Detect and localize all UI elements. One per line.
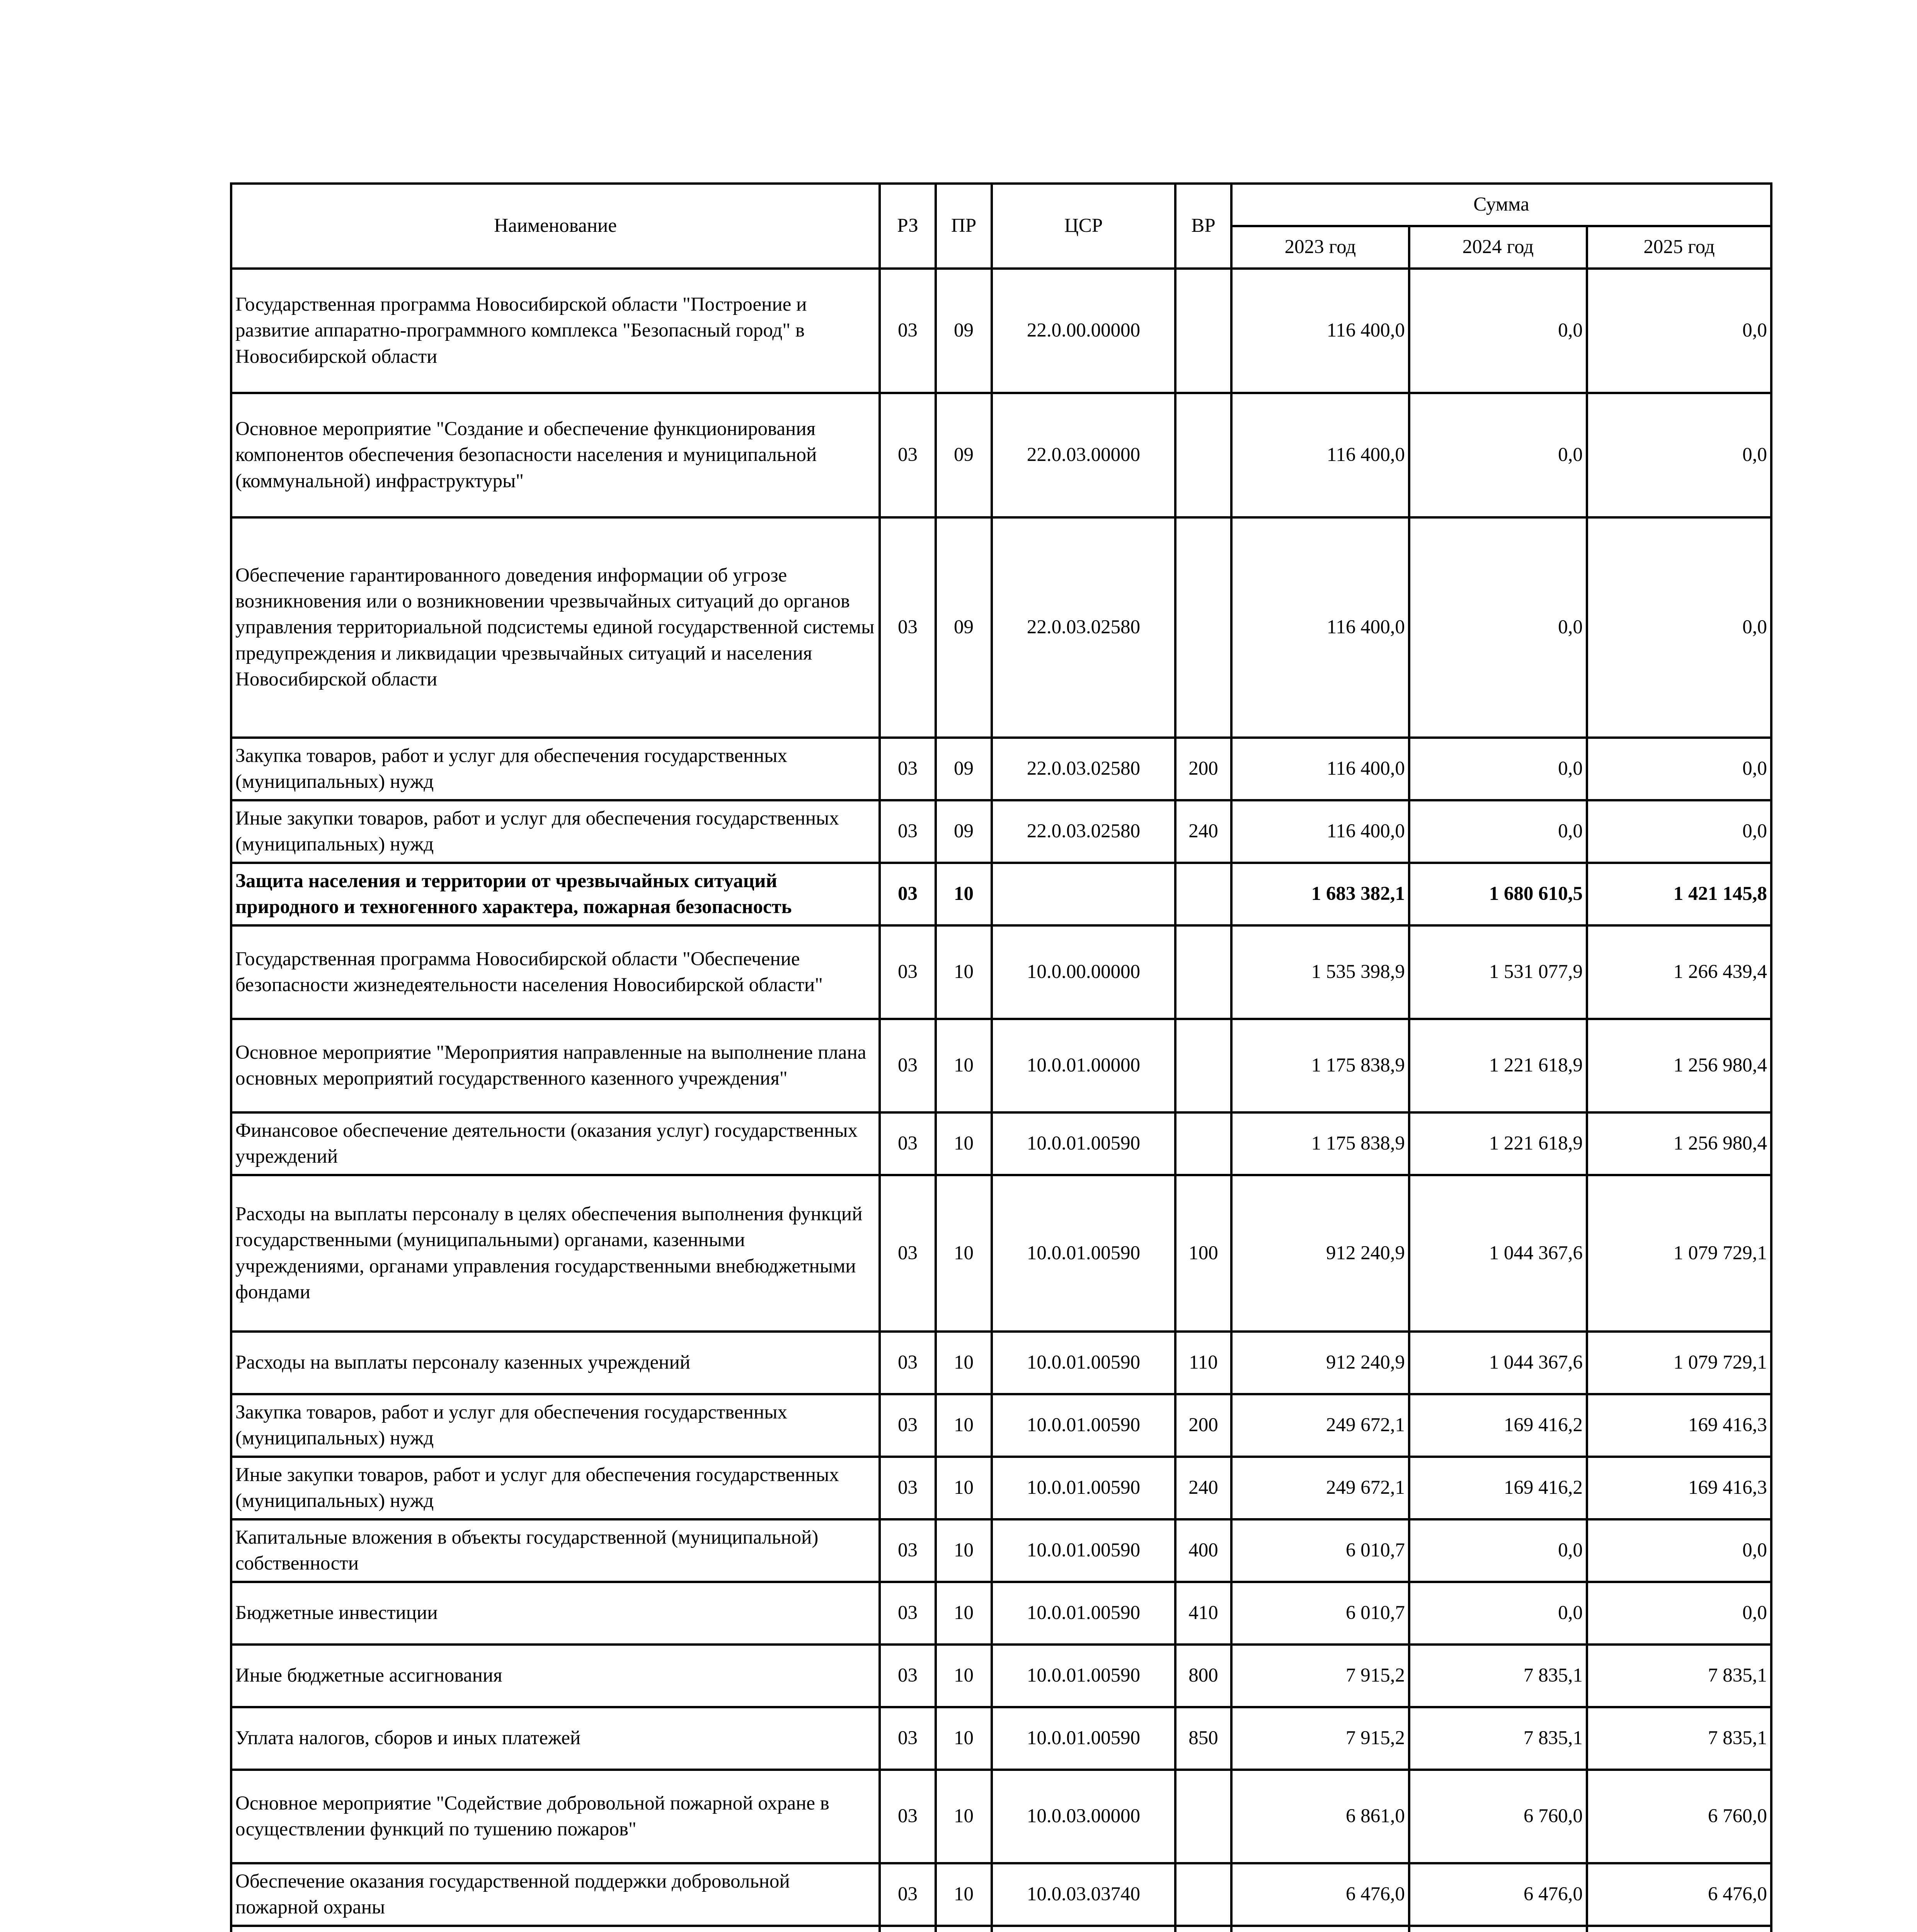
row-amount-2024: 169 416,2 [1409, 1457, 1587, 1519]
row-rz: 03 [880, 738, 936, 800]
header-pr: ПР [936, 184, 992, 269]
row-amount-2025: 1 256 980,4 [1587, 1019, 1771, 1112]
table-row [231, 1863, 1771, 1926]
row-rz: 03 [880, 1707, 936, 1770]
row-amount-2025: 6 760,0 [1587, 1770, 1771, 1863]
row-pr: 10 [936, 1519, 992, 1582]
row-amount-2025: 0,0 [1587, 1582, 1771, 1645]
row-amount-2023: 7 915,2 [1231, 1645, 1409, 1707]
row-csr: 10.0.01.00000 [992, 1019, 1175, 1112]
row-rz: 03 [880, 1645, 936, 1707]
row-vr: 240 [1175, 800, 1231, 863]
row-rz: 03 [880, 800, 936, 863]
row-vr [1175, 1770, 1231, 1863]
row-amount-2024: 6 760,0 [1409, 1770, 1587, 1863]
row-amount-2024: 6 476,0 [1409, 1863, 1587, 1926]
row-csr: 10.0.01.00590 [992, 1457, 1175, 1519]
header-vr: ВР [1175, 184, 1231, 269]
row-amount-2024: 0,0 [1409, 517, 1587, 738]
row-rz: 03 [880, 1457, 936, 1519]
row-amount-2025: 0,0 [1587, 800, 1771, 863]
row-pr: 09 [936, 269, 992, 393]
row-amount-2024: 1 044 367,6 [1409, 1332, 1587, 1394]
table-row [231, 1582, 1771, 1645]
table-row [231, 1112, 1771, 1175]
row-amount-2023: 912 240,9 [1231, 1175, 1409, 1332]
row-vr: 110 [1175, 1332, 1231, 1394]
row-pr: 10 [936, 1645, 992, 1707]
row-pr: 09 [936, 800, 992, 863]
row-name: Закупка товаров, работ и услуг для обеспечения государственных (муниципальных) нужд [231, 738, 880, 800]
row-rz: 03 [880, 1863, 936, 1926]
row-amount-2025 [1587, 1926, 1771, 1932]
row-vr [1175, 269, 1231, 393]
row-vr: 850 [1175, 1707, 1231, 1770]
row-pr [936, 1926, 992, 1932]
table-row [231, 1019, 1771, 1112]
row-amount-2025: 0,0 [1587, 393, 1771, 517]
row-rz: 03 [880, 1175, 936, 1332]
row-amount-2024: 1 044 367,6 [1409, 1175, 1587, 1332]
row-amount-2024: 0,0 [1409, 393, 1587, 517]
table-row [231, 1175, 1771, 1332]
row-amount-2025: 169 416,3 [1587, 1457, 1771, 1519]
row-vr [1175, 1863, 1231, 1926]
row-name: Расходы на выплаты персоналу в целях обеспечения выполнения функций государственными (муниципальными) органами, казенными учреждениями, органами управления государственными внебюджетными фондами [231, 1175, 880, 1332]
row-rz: 03 [880, 1582, 936, 1645]
row-amount-2023: 116 400,0 [1231, 393, 1409, 517]
row-name: Иные закупки товаров, работ и услуг для обеспечения государственных (муниципальных) нужд [231, 1457, 880, 1519]
row-rz: 03 [880, 1332, 936, 1394]
row-amount-2023: 116 400,0 [1231, 738, 1409, 800]
row-amount-2024: 1 680 610,5 [1409, 863, 1587, 925]
row-vr [1175, 1926, 1231, 1932]
header-rz: РЗ [880, 184, 936, 269]
row-pr: 10 [936, 1457, 992, 1519]
row-csr: 22.0.00.00000 [992, 269, 1175, 393]
row-vr: 400 [1175, 1519, 1231, 1582]
row-vr [1175, 863, 1231, 925]
row-amount-2025: 1 256 980,4 [1587, 1112, 1771, 1175]
row-amount-2023: 116 400,0 [1231, 800, 1409, 863]
row-name: Основное мероприятие "Мероприятия направленные на выполнение плана основных мероприятий государственного казенного учреждения" [231, 1019, 880, 1112]
table-row [231, 1519, 1771, 1582]
header-sum: Сумма [1231, 184, 1771, 226]
header-csr: ЦСР [992, 184, 1175, 269]
row-vr: 410 [1175, 1582, 1231, 1645]
table-row [231, 1457, 1771, 1519]
row-name: Расходы на выплаты персоналу казенных учреждений [231, 1332, 880, 1394]
row-pr: 10 [936, 1332, 992, 1394]
row-name: Уплата налогов, сборов и иных платежей [231, 1707, 880, 1770]
row-vr [1175, 393, 1231, 517]
row-csr: 10.0.01.00590 [992, 1645, 1175, 1707]
header-year-2023: 2023 год [1231, 226, 1409, 269]
row-amount-2024: 169 416,2 [1409, 1394, 1587, 1457]
row-amount-2023: 6 010,7 [1231, 1582, 1409, 1645]
row-vr: 200 [1175, 1394, 1231, 1457]
row-csr: 10.0.01.00590 [992, 1582, 1175, 1645]
row-csr: 10.0.01.00590 [992, 1519, 1175, 1582]
table-row [231, 925, 1771, 1019]
row-amount-2023: 1 535 398,9 [1231, 925, 1409, 1019]
row-amount-2024: 0,0 [1409, 738, 1587, 800]
row-amount-2023: 249 672,1 [1231, 1394, 1409, 1457]
row-pr: 09 [936, 393, 992, 517]
row-amount-2024 [1409, 1926, 1587, 1932]
row-vr: 100 [1175, 1175, 1231, 1332]
row-rz [880, 1926, 936, 1932]
row-rz: 03 [880, 393, 936, 517]
row-csr: 10.0.01.00590 [992, 1394, 1175, 1457]
row-amount-2025: 0,0 [1587, 269, 1771, 393]
row-rz: 03 [880, 1019, 936, 1112]
table-row [231, 1332, 1771, 1394]
row-name: Государственная программа Новосибирской области "Построение и развитие аппаратно-программного комплекса "Безопасный город" в Новосибирской области [231, 269, 880, 393]
row-amount-2023: 6 476,0 [1231, 1863, 1409, 1926]
row-amount-2024: 0,0 [1409, 1519, 1587, 1582]
row-pr: 09 [936, 517, 992, 738]
table-row [231, 1645, 1771, 1707]
row-amount-2023: 116 400,0 [1231, 517, 1409, 738]
table-row [231, 1394, 1771, 1457]
row-csr: 10.0.03.03740 [992, 1863, 1175, 1926]
table-row [231, 1770, 1771, 1863]
row-name: Обеспечение гарантированного доведения информации об угрозе возникновения или о возникновении чрезвычайных ситуаций до органов управления территориальной подсистемы единой государственной системы предупреждения и ликвидации чрезвычайных ситуаций и населения Новосибирской области [231, 517, 880, 738]
row-amount-2025: 6 476,0 [1587, 1863, 1771, 1926]
table-body [231, 269, 1771, 1932]
row-amount-2024: 7 835,1 [1409, 1645, 1587, 1707]
row-rz: 03 [880, 1394, 936, 1457]
budget-table [230, 182, 1772, 1932]
row-vr [1175, 517, 1231, 738]
row-pr: 10 [936, 1112, 992, 1175]
row-amount-2023: 6 861,0 [1231, 1770, 1409, 1863]
row-amount-2025: 7 835,1 [1587, 1645, 1771, 1707]
row-amount-2023: 116 400,0 [1231, 269, 1409, 393]
row-rz: 03 [880, 1770, 936, 1863]
row-csr: 22.0.03.02580 [992, 800, 1175, 863]
row-amount-2023: 1 175 838,9 [1231, 1112, 1409, 1175]
row-vr: 240 [1175, 1457, 1231, 1519]
row-pr: 10 [936, 1863, 992, 1926]
table-row [231, 393, 1771, 517]
row-csr: 10.0.03.00000 [992, 1770, 1175, 1863]
row-vr: 200 [1175, 738, 1231, 800]
row-name: Защита населения и территории от чрезвычайных ситуаций природного и техногенного характера, пожарная безопасность [231, 863, 880, 925]
row-amount-2023: 6 010,7 [1231, 1519, 1409, 1582]
row-name [231, 1926, 880, 1932]
table-row [231, 269, 1771, 393]
row-amount-2024: 0,0 [1409, 269, 1587, 393]
row-amount-2023 [1231, 1926, 1409, 1932]
row-name: Иные бюджетные ассигнования [231, 1645, 880, 1707]
row-rz: 03 [880, 1112, 936, 1175]
table-row [231, 800, 1771, 863]
row-amount-2023: 912 240,9 [1231, 1332, 1409, 1394]
row-name: Закупка товаров, работ и услуг для обеспечения государственных (муниципальных) нужд [231, 1394, 880, 1457]
row-amount-2024: 0,0 [1409, 1582, 1587, 1645]
row-amount-2023: 1 683 382,1 [1231, 863, 1409, 925]
row-pr: 10 [936, 1770, 992, 1863]
row-name: Обеспечение оказания государственной поддержки добровольной пожарной охраны [231, 1863, 880, 1926]
row-amount-2025: 1 079 729,1 [1587, 1175, 1771, 1332]
row-vr [1175, 925, 1231, 1019]
row-name: Финансовое обеспечение деятельности (оказания услуг) государственных учреждений [231, 1112, 880, 1175]
row-name: Иные закупки товаров, работ и услуг для обеспечения государственных (муниципальных) нужд [231, 800, 880, 863]
row-amount-2025: 7 835,1 [1587, 1707, 1771, 1770]
row-pr: 10 [936, 863, 992, 925]
table-row [231, 517, 1771, 738]
row-pr: 10 [936, 1019, 992, 1112]
row-name: Бюджетные инвестиции [231, 1582, 880, 1645]
row-amount-2025: 1 266 439,4 [1587, 925, 1771, 1019]
table-row [231, 1926, 1771, 1932]
row-amount-2023: 1 175 838,9 [1231, 1019, 1409, 1112]
table-row [231, 738, 1771, 800]
row-pr: 10 [936, 1394, 992, 1457]
row-amount-2025: 0,0 [1587, 1519, 1771, 1582]
row-rz: 03 [880, 269, 936, 393]
row-vr [1175, 1019, 1231, 1112]
row-amount-2025: 1 079 729,1 [1587, 1332, 1771, 1394]
row-csr: 10.0.01.00590 [992, 1332, 1175, 1394]
row-rz: 03 [880, 925, 936, 1019]
row-amount-2024: 7 835,1 [1409, 1707, 1587, 1770]
row-csr: 10.0.01.00590 [992, 1707, 1175, 1770]
row-vr: 800 [1175, 1645, 1231, 1707]
row-csr: 10.0.00.00000 [992, 925, 1175, 1019]
row-rz: 03 [880, 1519, 936, 1582]
row-csr: 22.0.03.00000 [992, 393, 1175, 517]
row-csr: 22.0.03.02580 [992, 517, 1175, 738]
row-vr [1175, 1112, 1231, 1175]
row-csr: 22.0.03.02580 [992, 738, 1175, 800]
table-row [231, 1707, 1771, 1770]
header-name: Наименование [231, 184, 880, 269]
row-name: Основное мероприятие "Содействие добровольной пожарной охране в осуществлении функций по тушению пожаров" [231, 1770, 880, 1863]
row-pr: 10 [936, 1582, 992, 1645]
row-name: Государственная программа Новосибирской области "Обеспечение безопасности жизнедеятельности населения Новосибирской области" [231, 925, 880, 1019]
header-year-2025: 2025 год [1587, 226, 1771, 269]
row-rz: 03 [880, 517, 936, 738]
row-amount-2025: 0,0 [1587, 517, 1771, 738]
row-amount-2024: 1 221 618,9 [1409, 1112, 1587, 1175]
row-pr: 10 [936, 925, 992, 1019]
row-rz: 03 [880, 863, 936, 925]
row-pr: 10 [936, 1707, 992, 1770]
row-name: Капитальные вложения в объекты государственной (муниципальной) собственности [231, 1519, 880, 1582]
row-csr [992, 863, 1175, 925]
row-name: Основное мероприятие "Создание и обеспечение функционирования компонентов обеспечения безопасности населения и муниципальной (коммунальной) инфраструктуры" [231, 393, 880, 517]
row-csr: 10.0.01.00590 [992, 1175, 1175, 1332]
row-amount-2024: 1 531 077,9 [1409, 925, 1587, 1019]
row-amount-2023: 249 672,1 [1231, 1457, 1409, 1519]
row-amount-2024: 1 221 618,9 [1409, 1019, 1587, 1112]
row-pr: 09 [936, 738, 992, 800]
row-amount-2023: 7 915,2 [1231, 1707, 1409, 1770]
row-amount-2025: 1 421 145,8 [1587, 863, 1771, 925]
row-amount-2024: 0,0 [1409, 800, 1587, 863]
row-pr: 10 [936, 1175, 992, 1332]
table-row [231, 863, 1771, 925]
row-csr [992, 1926, 1175, 1932]
row-amount-2025: 0,0 [1587, 738, 1771, 800]
row-csr: 10.0.01.00590 [992, 1112, 1175, 1175]
row-amount-2025: 169 416,3 [1587, 1394, 1771, 1457]
header-year-2024: 2024 год [1409, 226, 1587, 269]
